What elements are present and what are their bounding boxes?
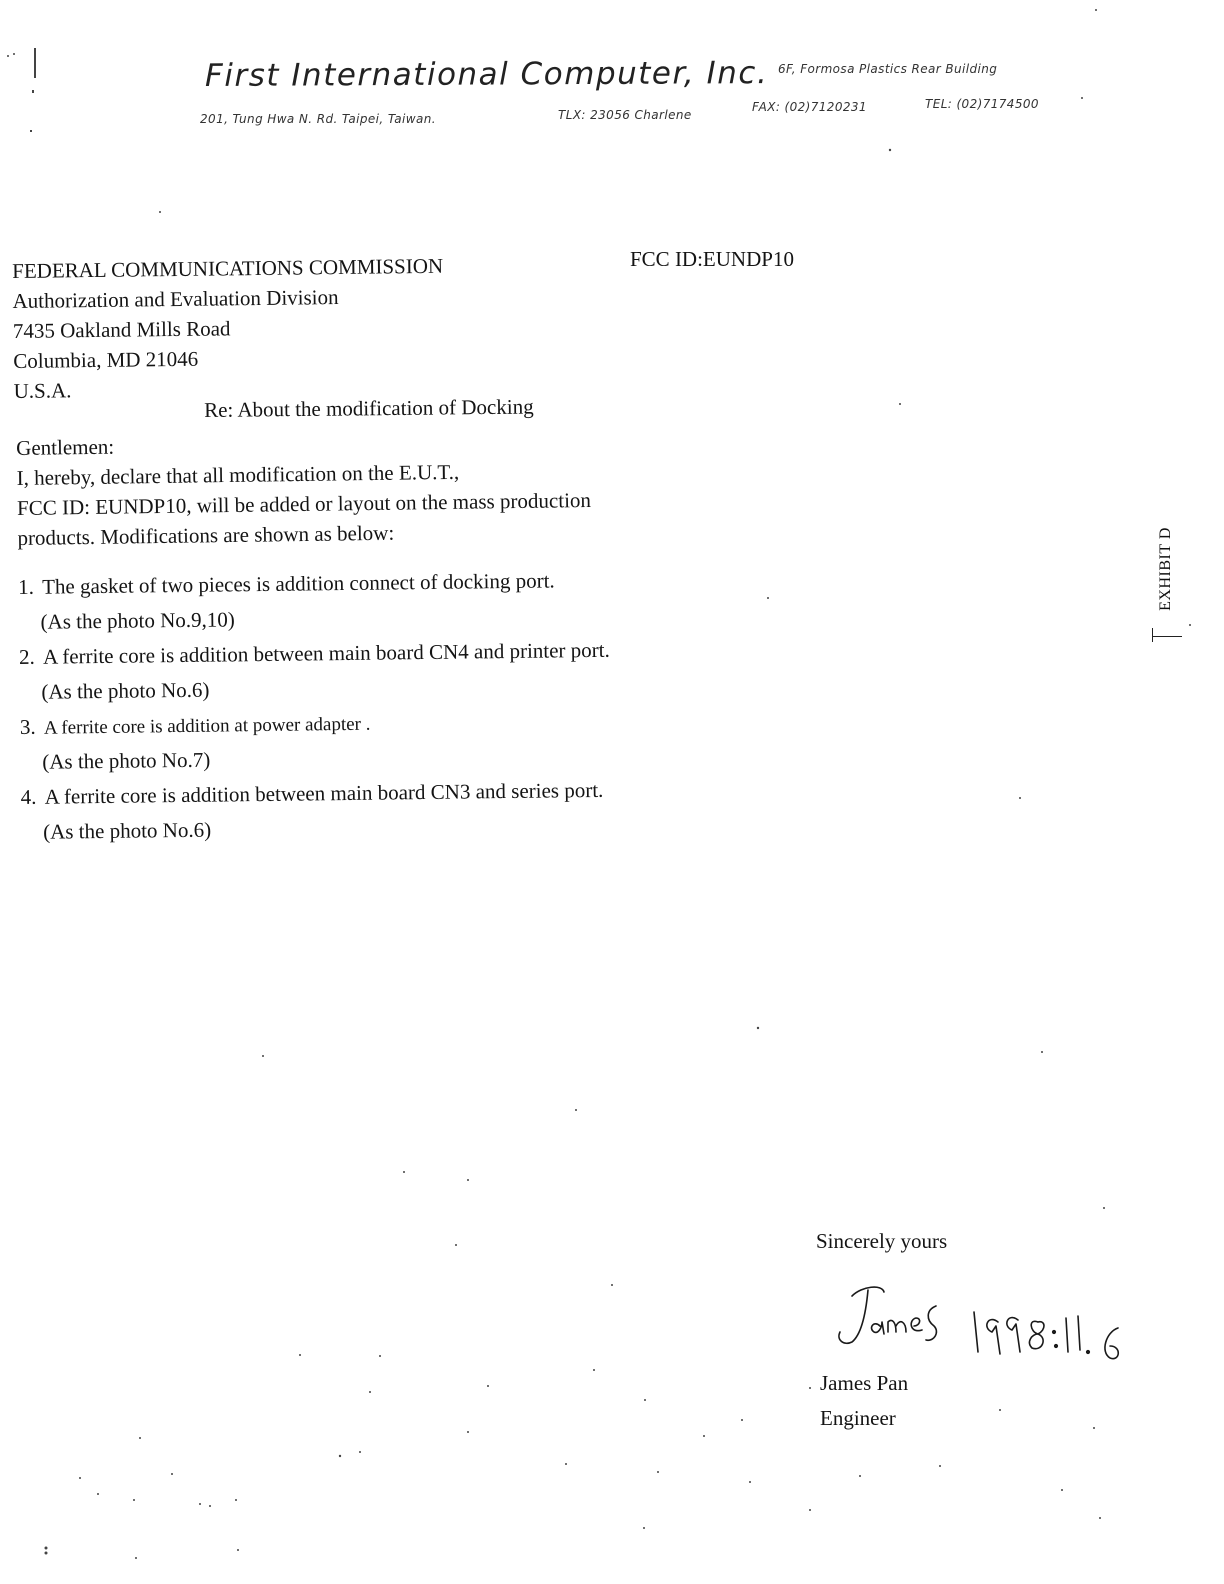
fcc-id-header: FCC ID:EUNDP10 xyxy=(630,247,794,271)
exhibit-label: EXHIBIT D xyxy=(1156,527,1174,611)
company-tel: TEL: (02)7174500 xyxy=(925,97,1039,111)
body-line: I, hereby, declare that all modification on the E.U.T., xyxy=(16,459,460,490)
modification-text: A ferrite core is addition between main board CN3 and series port. xyxy=(44,777,604,809)
body-line: products. Modifications are shown as below: xyxy=(17,520,395,550)
recipient-division: Authorization and Evaluation Division xyxy=(12,285,339,313)
recipient-country: U.S.A. xyxy=(13,378,72,403)
modification-text: A ferrite core is addition at power adapter . xyxy=(43,713,371,739)
modification-photo-ref: (As the photo No.7) xyxy=(42,747,211,774)
modification-number: 4. xyxy=(20,784,37,809)
recipient-street: 7435 Oakland Mills Road xyxy=(12,316,231,343)
subject-line: Re: About the modification of Docking xyxy=(204,394,534,422)
body-line: FCC ID: EUNDP10, will be added or layout on the mass production xyxy=(16,487,592,520)
signer-title: Engineer xyxy=(820,1406,896,1430)
modification-number: 1. xyxy=(18,574,35,599)
closing-line: Sincerely yours xyxy=(816,1229,948,1253)
company-building: 6F, Formosa Plastics Rear Building xyxy=(778,62,998,76)
modification-photo-ref: (As the photo No.6) xyxy=(42,817,212,844)
modification-text: A ferrite core is addition between main board CN4 and printer port. xyxy=(42,637,610,669)
modification-photo-ref: (As the photo No.6) xyxy=(41,677,210,704)
company-telex: TLX: 23056 Charlene xyxy=(558,108,692,122)
modification-number: 3. xyxy=(19,714,36,739)
salutation: Gentlemen: xyxy=(16,434,115,460)
signer-name: James Pan xyxy=(820,1371,909,1395)
recipient-org: FEDERAL COMMUNICATIONS COMMISSION xyxy=(12,253,444,283)
recipient-city: Columbia, MD 21046 xyxy=(13,346,199,373)
company-fax: FAX: (02)7120231 xyxy=(752,100,867,114)
modification-text: The gasket of two pieces is addition connect of docking port. xyxy=(41,568,555,599)
modification-photo-ref: (As the photo No.9,10) xyxy=(40,607,235,634)
modification-number: 2. xyxy=(18,644,35,669)
company-address: 201, Tung Hwa N. Rd. Taipei, Taiwan. xyxy=(200,112,436,126)
company-name: First International Computer, Inc. xyxy=(204,55,769,94)
